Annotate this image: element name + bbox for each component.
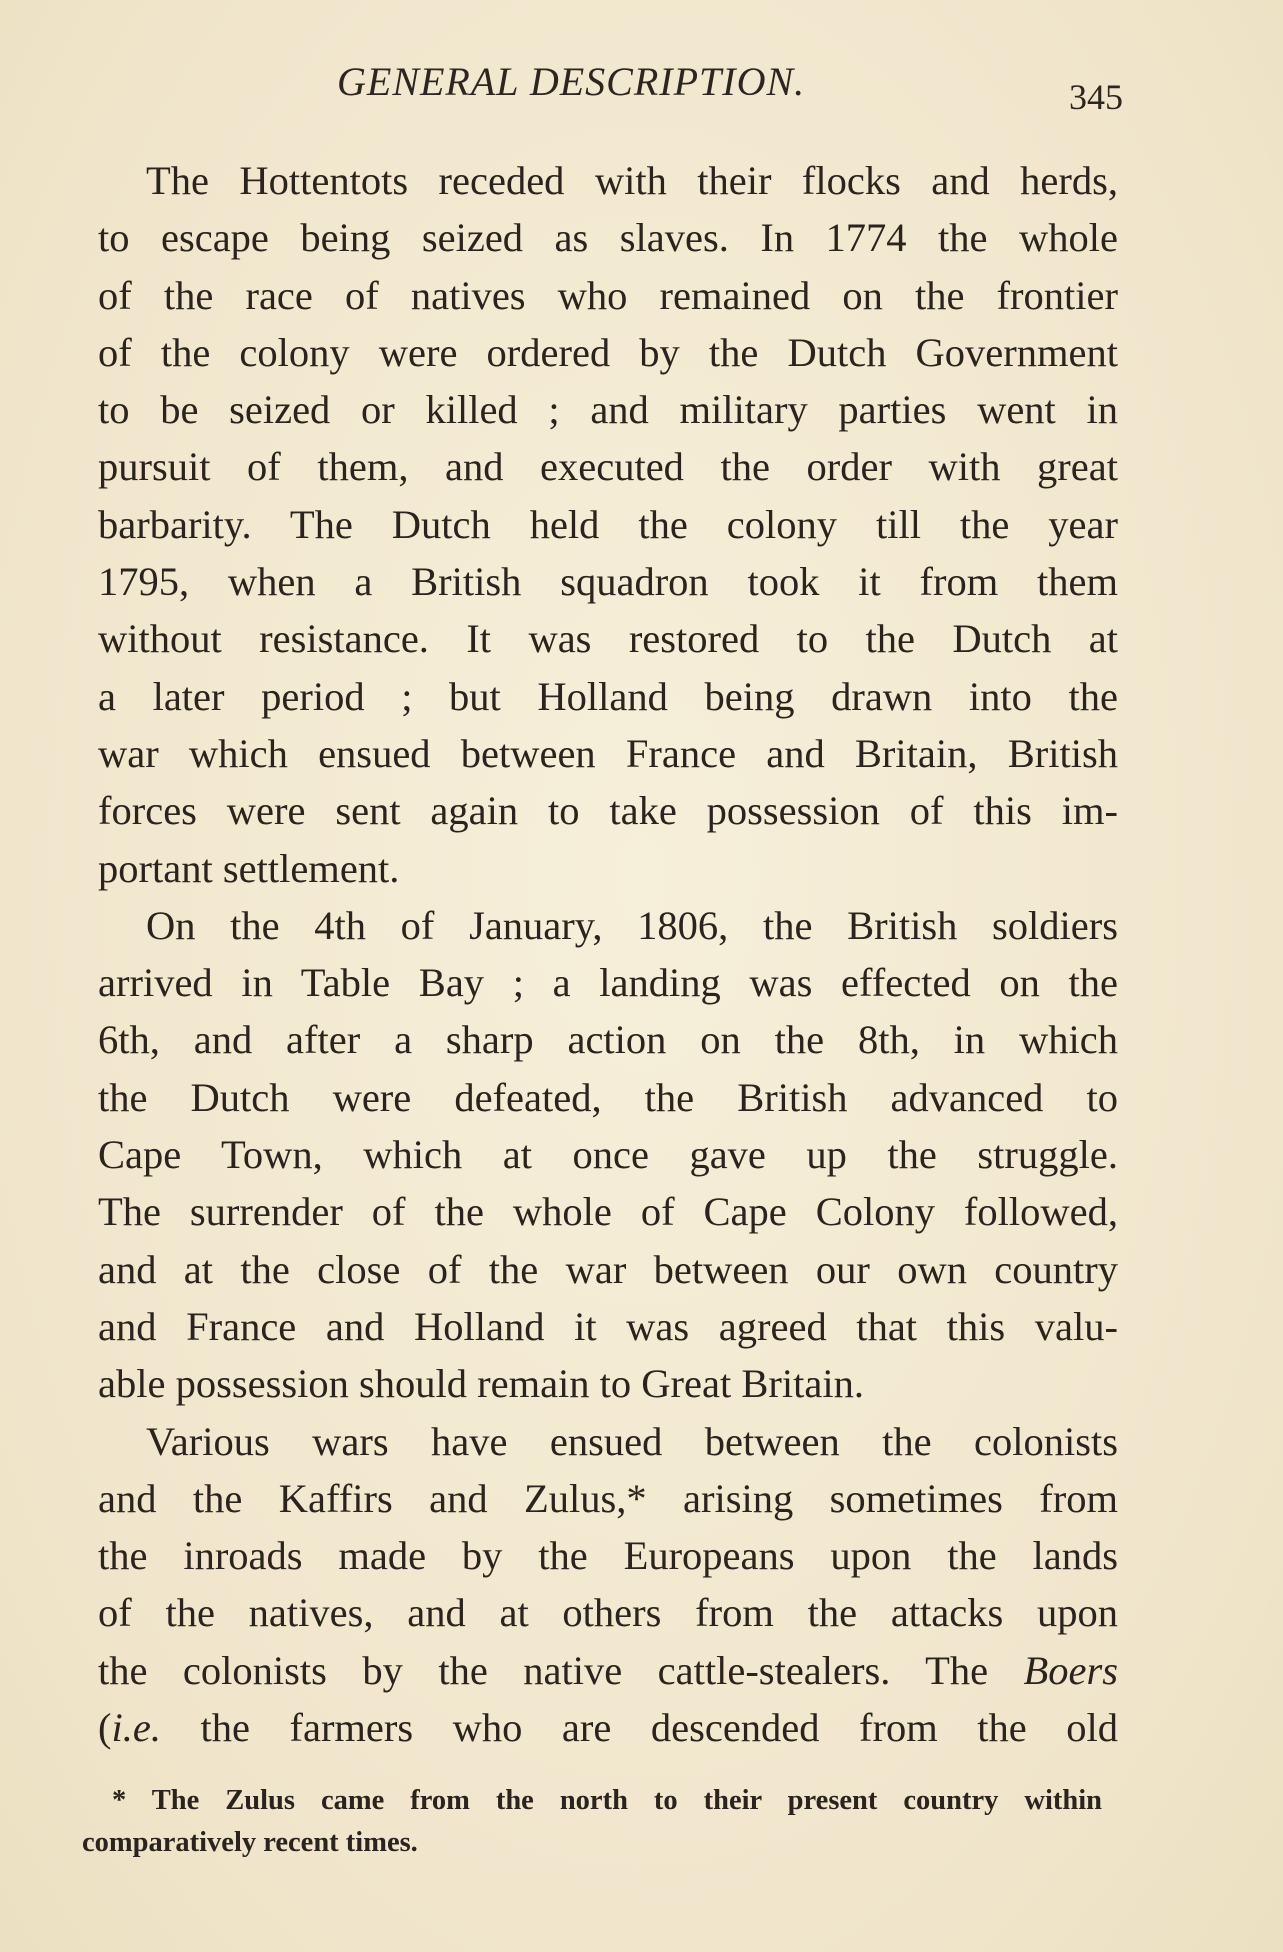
text-line: arrived in Table Bay ; a landing was effected on the: [98, 960, 1118, 1006]
text-line: without resistance. It was restored to the Dutch at: [98, 616, 1118, 662]
text-line: The Hottentots receded with their flocks and herds,: [146, 158, 1118, 203]
body-text: [98, 152, 1118, 1756]
text-line: The surrender of the whole of Cape Colony followed,: [98, 1189, 1118, 1235]
text-line: to escape being seized as slaves. In 1774 the whole: [98, 215, 1118, 261]
text-line: able possession should remain to Great Britain.: [98, 1361, 864, 1407]
text-line: Various wars have ensued between the colonists: [146, 1418, 1118, 1464]
text-line: the Dutch were defeated, the British advanced to: [98, 1074, 1118, 1120]
footnote: [82, 1780, 1102, 1864]
text-line: and France and Holland it was agreed that this valu-: [98, 1303, 1118, 1349]
text-line: [98, 1642, 1118, 1699]
running-title: GENERAL DESCRIPTION.: [337, 59, 806, 104]
text-line: the inroads made by the Europeans upon the lands: [98, 1533, 1118, 1579]
footnote-line: * The Zulus came from the north to their present country within: [112, 1785, 1102, 1816]
text-line: of the natives, and at others from the attacks upon: [98, 1590, 1118, 1636]
italic-abbrev-ie: i.e.: [111, 1705, 161, 1751]
text-line: barbarity. The Dutch held the colony till the year: [98, 501, 1118, 547]
text-line: 1795, when a British squadron took it from them: [98, 559, 1118, 605]
text-line: Cape Town, which at once gave up the struggle.: [98, 1132, 1118, 1178]
text-line: to be seized or killed ; and military parties went in: [98, 387, 1118, 433]
text-line: forces were sent again to take possession of this im-: [98, 788, 1118, 834]
italic-word-boers: Boers: [1023, 1647, 1119, 1693]
text-line: of the colony were ordered by the Dutch Government: [98, 329, 1118, 375]
page-number: 345: [1069, 77, 1123, 117]
text-line: and at the close of the war between our own country: [98, 1246, 1118, 1292]
text-segment: the farmers who are descended from the old: [200, 1705, 1119, 1751]
text-line: a later period ; but Holland being drawn into the: [98, 673, 1118, 719]
text-line: [98, 1699, 1118, 1756]
text-line: On the 4th of January, 1806, the British soldiers: [146, 902, 1118, 948]
text-line: 6th, and after a sharp action on the 8th, in which: [98, 1017, 1118, 1063]
text-line: pursuit of them, and executed the order with great: [98, 444, 1118, 490]
text-line: war which ensued between France and Britain, British: [98, 730, 1118, 776]
text-line: portant settlement.: [98, 845, 400, 891]
text-line: and the Kaffirs and Zulus,* arising sometimes from: [98, 1475, 1118, 1521]
paren-open: (: [98, 1705, 112, 1751]
text-segment: the colonists by the native cattle-stealers. The: [98, 1647, 989, 1693]
footnote-line: comparatively recent times.: [82, 1827, 418, 1858]
running-head: [0, 58, 1283, 117]
text-line: of the race of natives who remained on the frontier: [98, 272, 1118, 318]
